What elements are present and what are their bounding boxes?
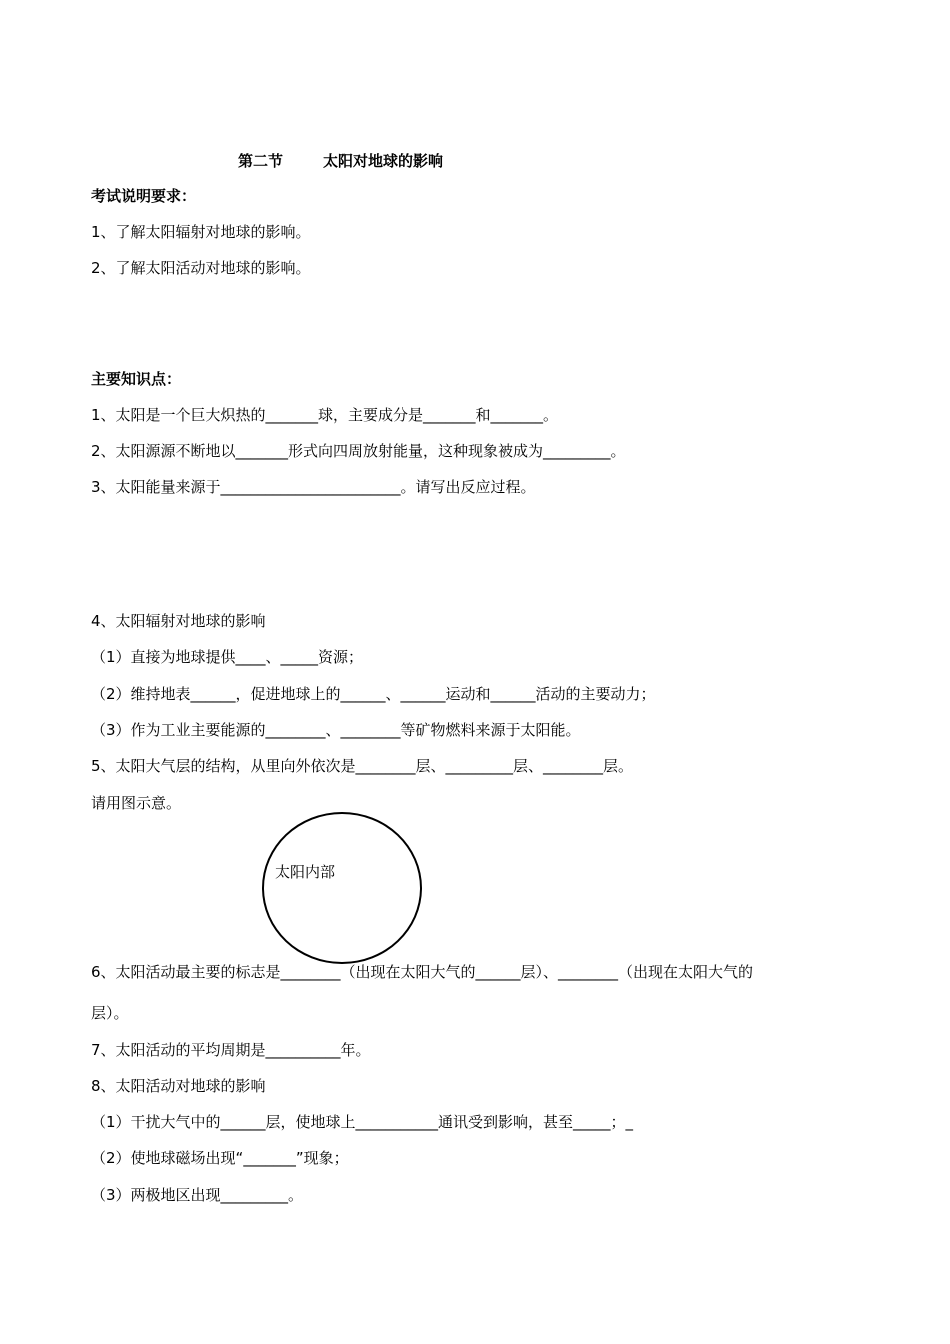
sun-interior-label: 太阳内部 bbox=[275, 863, 336, 881]
exam-item-1: 1、了解太阳辐射对地球的影响。 bbox=[91, 223, 311, 241]
question-8-3: （3）两极地区出现_________。 bbox=[91, 1186, 304, 1204]
question-5: 5、太阳大气层的结构，从里向外依次是________层、_________层、________层。 bbox=[91, 757, 634, 775]
diagram-instruction: 请用图示意。 bbox=[91, 794, 182, 812]
sun-diagram-circle bbox=[262, 812, 422, 964]
question-1: 1、太阳是一个巨大炽热的_______球，主要成分是_______和_______。 bbox=[91, 406, 559, 424]
exam-requirements-heading: 考试说明要求： bbox=[91, 187, 197, 205]
question-7: 7、太阳活动的平均周期是__________年。 bbox=[91, 1041, 371, 1059]
question-8: 8、太阳活动对地球的影响 bbox=[91, 1077, 266, 1095]
question-8-2: （2）使地球磁场出现“_______”现象； bbox=[91, 1149, 349, 1167]
knowledge-heading: 主要知识点： bbox=[91, 370, 182, 388]
question-2: 2、太阳源源不断地以_______形式向四周放射能量，这种现象被成为_________。 bbox=[91, 442, 626, 460]
page-title bbox=[238, 150, 443, 171]
title-section: 第二节 bbox=[238, 152, 284, 170]
question-4-3: （3）作为工业主要能源的________、________等矿物燃料来源于太阳能。 bbox=[91, 721, 581, 739]
question-6: 6、太阳活动最主要的标志是________（出现在太阳大气的______层）、________（出现在太阳大气的 bbox=[91, 963, 754, 981]
title-topic: 太阳对地球的影响 bbox=[323, 152, 444, 170]
question-6-cont: 层）。 bbox=[91, 1004, 129, 1022]
exam-item-2: 2、了解太阳活动对地球的影响。 bbox=[91, 259, 311, 277]
question-8-1: （1）干扰大气中的______层，使地球上___________通讯受到影响，甚至_____；_ bbox=[91, 1113, 634, 1131]
question-3: 3、太阳能量来源于________________________。请写出反应过程。 bbox=[91, 478, 536, 496]
question-4: 4、太阳辐射对地球的影响 bbox=[91, 612, 266, 630]
question-4-1: （1）直接为地球提供____、_____资源； bbox=[91, 648, 364, 666]
question-4-2: （2）维持地表______，促进地球上的______、______运动和______活动的主要动力； bbox=[91, 685, 656, 703]
